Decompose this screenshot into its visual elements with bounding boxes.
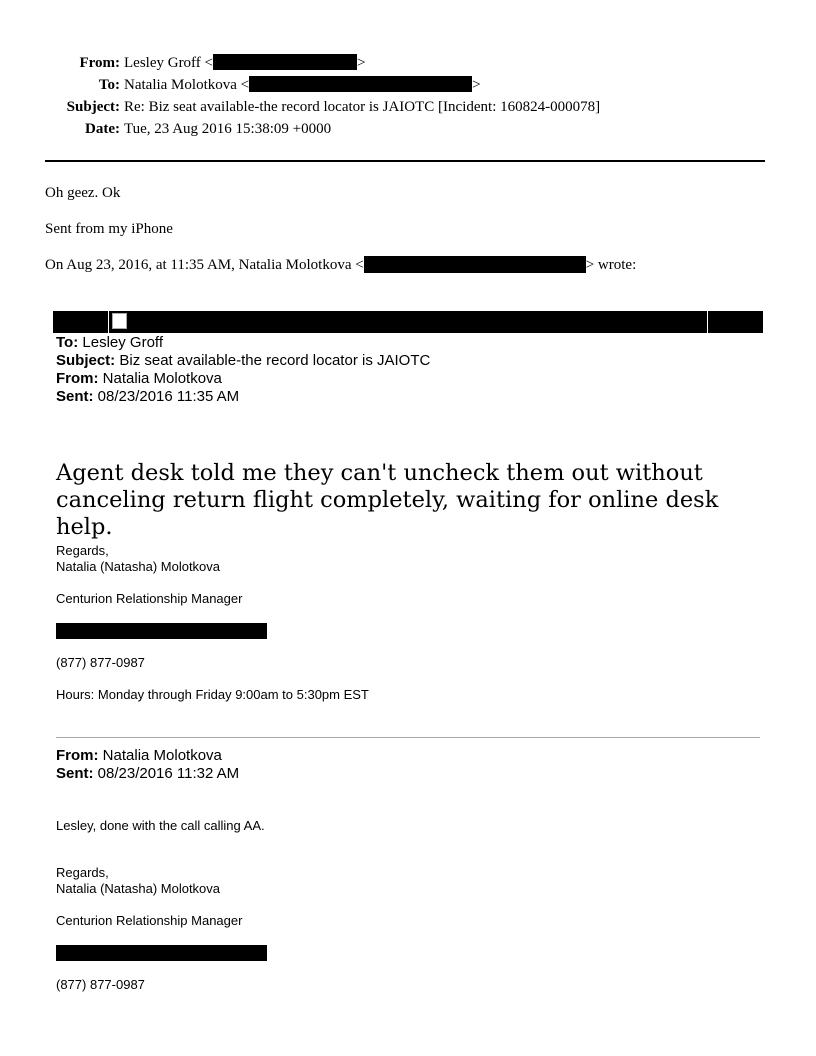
fwd1-from-row — [56, 370, 430, 388]
fwd1-to-value: Lesley Groff — [82, 334, 163, 351]
fwd2-sent-row — [56, 765, 239, 783]
to-label: To: — [98, 77, 120, 93]
fwd2-from-label: From: — [56, 747, 99, 764]
reply-line-1: Oh geez. Ok — [45, 185, 121, 201]
message-divider — [56, 737, 760, 738]
to-value: Natalia Molotkova < > — [124, 77, 481, 93]
fwd1-sent-value: 08/23/2016 11:35 AM — [97, 388, 240, 405]
fwd1-title: Centurion Relationship Manager — [56, 591, 243, 606]
forwarded-2-header — [56, 747, 239, 783]
fwd1-from-value: Natalia Molotkova — [102, 370, 222, 387]
redaction-block — [364, 256, 586, 273]
subject-label: Subject: — [66, 99, 120, 115]
fwd1-subject-label: Subject: — [56, 352, 116, 369]
broken-image — [108, 311, 708, 333]
subject-value: Re: Biz seat available-the record locator is JAIOTC [Incident: 160824-000078] — [124, 99, 601, 115]
fwd1-subject-row — [56, 352, 430, 370]
redaction-block — [56, 623, 267, 639]
fwd1-subject-value: Biz seat available-the record locator is JAIOTC — [119, 352, 431, 369]
fwd2-phone: (877) 877-0987 — [56, 977, 145, 992]
from-value: Lesley Groff < > — [124, 55, 366, 71]
fwd1-sent-row — [56, 388, 430, 406]
fwd1-regards: Regards, — [56, 543, 109, 558]
reply-signature: Sent from my iPhone — [45, 221, 173, 237]
fwd2-name: Natalia (Natasha) Molotkova — [56, 881, 221, 896]
fwd2-from-value: Natalia Molotkova — [102, 747, 222, 764]
date-value: Tue, 23 Aug 2016 15:38:09 +0000 — [124, 121, 332, 137]
fwd1-from-label: From: — [56, 370, 99, 387]
redaction-block — [213, 54, 357, 70]
fwd1-message: Agent desk told me they can't uncheck them out without canceling return flight completely, waiting for online desk help. — [56, 460, 719, 540]
fwd2-message: Lesley, done with the call calling AA. — [56, 818, 265, 833]
fwd1-name: Natalia (Natasha) Molotkova — [56, 559, 221, 574]
fwd1-phone: (877) 877-0987 — [56, 655, 145, 670]
fwd1-hours: Hours: Monday through Friday 9:00am to 5:30pm EST — [56, 687, 369, 702]
banner-separator — [707, 311, 708, 333]
fwd2-sent-label: Sent: — [56, 765, 94, 782]
redaction-block — [56, 945, 267, 961]
broken-image-icon — [112, 313, 127, 329]
header-divider — [45, 160, 765, 162]
forwarded-1-header — [56, 334, 430, 406]
fwd1-sent-label: Sent: — [56, 388, 94, 405]
fwd2-title: Centurion Relationship Manager — [56, 913, 243, 928]
quote-attribution: On Aug 23, 2016, at 11:35 AM, Natalia Molotkova < > wrote: — [45, 257, 637, 273]
redaction-block — [249, 76, 472, 92]
fwd2-regards: Regards, — [56, 865, 109, 880]
fwd1-to-row — [56, 334, 430, 352]
fwd2-from-row — [56, 747, 239, 765]
date-label: Date: — [85, 121, 120, 137]
from-label: From: — [79, 55, 120, 71]
fwd2-sent-value: 08/23/2016 11:32 AM — [97, 765, 240, 782]
fwd1-to-label: To: — [56, 334, 79, 351]
redacted-banner — [53, 311, 763, 333]
